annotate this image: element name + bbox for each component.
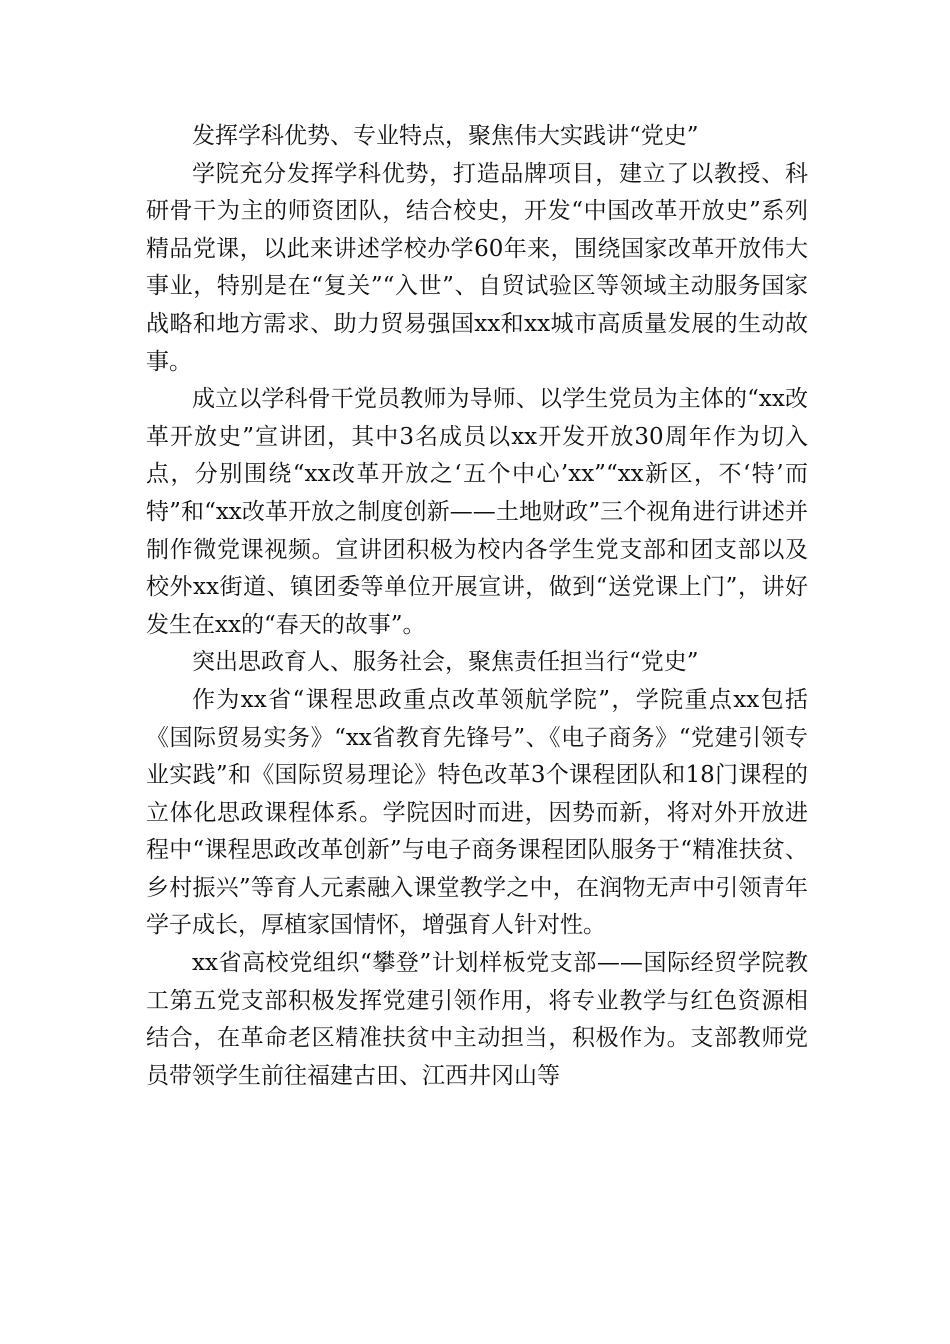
document-body xyxy=(146,118,808,1095)
body-paragraph-4: xx省高校党组织“攀登”计划样板党支部——国际经贸学院教工第五党支部积极发挥党建引领作用，将专业教学与红色资源相结合，在革命老区精准扶贫中主动担当，积极作为。支部教师党员带领学生前往福建古田、江西井冈山等 xyxy=(146,950,808,1089)
body-paragraph-3: 作为xx省“课程思政重点改革领航学院”，学院重点xx包括《国际贸易实务》“xx省教育先锋号”、《电子商务》“党建引领专业实践”和《国际贸易理论》特色改革3个课程团队和18门课程的立体化思政课程体系。学院因时而进，因势而新，将对外开放进程中“课程思政改革创新”与电子商务课程团队服务于“精准扶贫、乡村振兴”等育人元素融入课堂教学之中，在润物无声中引领青年学子成长，厚植家国情怀，增强育人针对性。 xyxy=(146,686,808,939)
section-heading-2: 突出思政育人、服务社会，聚焦责任担当行“党史” xyxy=(192,649,699,676)
body-paragraph-2: 成立以学科骨干党员教师为导师、以学生党员为主体的“xx改革开放史”宣讲团，其中3名成员以xx开发开放30周年作为切入点，分别围绕“xx改革开放之‘五个中心’xx”“xx新区，不‘特’而特”和“xx改革开放之制度创新——土地财政”三个视角进行讲述并制作微党课视频。宣讲团积极为校内各学生党支部和团支部以及校外xx街道、镇团委等单位开展宣讲，做到“送党课上门”，讲好发生在xx的“春天的故事”。 xyxy=(146,386,808,638)
section-heading-1: 发挥学科优势、专业特点，聚焦伟大实践讲“党史” xyxy=(192,123,699,149)
body-paragraph-1: 学院充分发挥学科优势，打造品牌项目，建立了以教授、科研骨干为主的师资团队，结合校史，开发“中国改革开放史”系列精品党课，以此来讲述学校办学60年来，围绕国家改革开放伟大事业，特别是在“复关”“入世”、自贸试验区等领域主动服务国家战略和地方需求、助力贸易强国xx和xx城市高质量发展的生动故事。 xyxy=(146,160,808,375)
